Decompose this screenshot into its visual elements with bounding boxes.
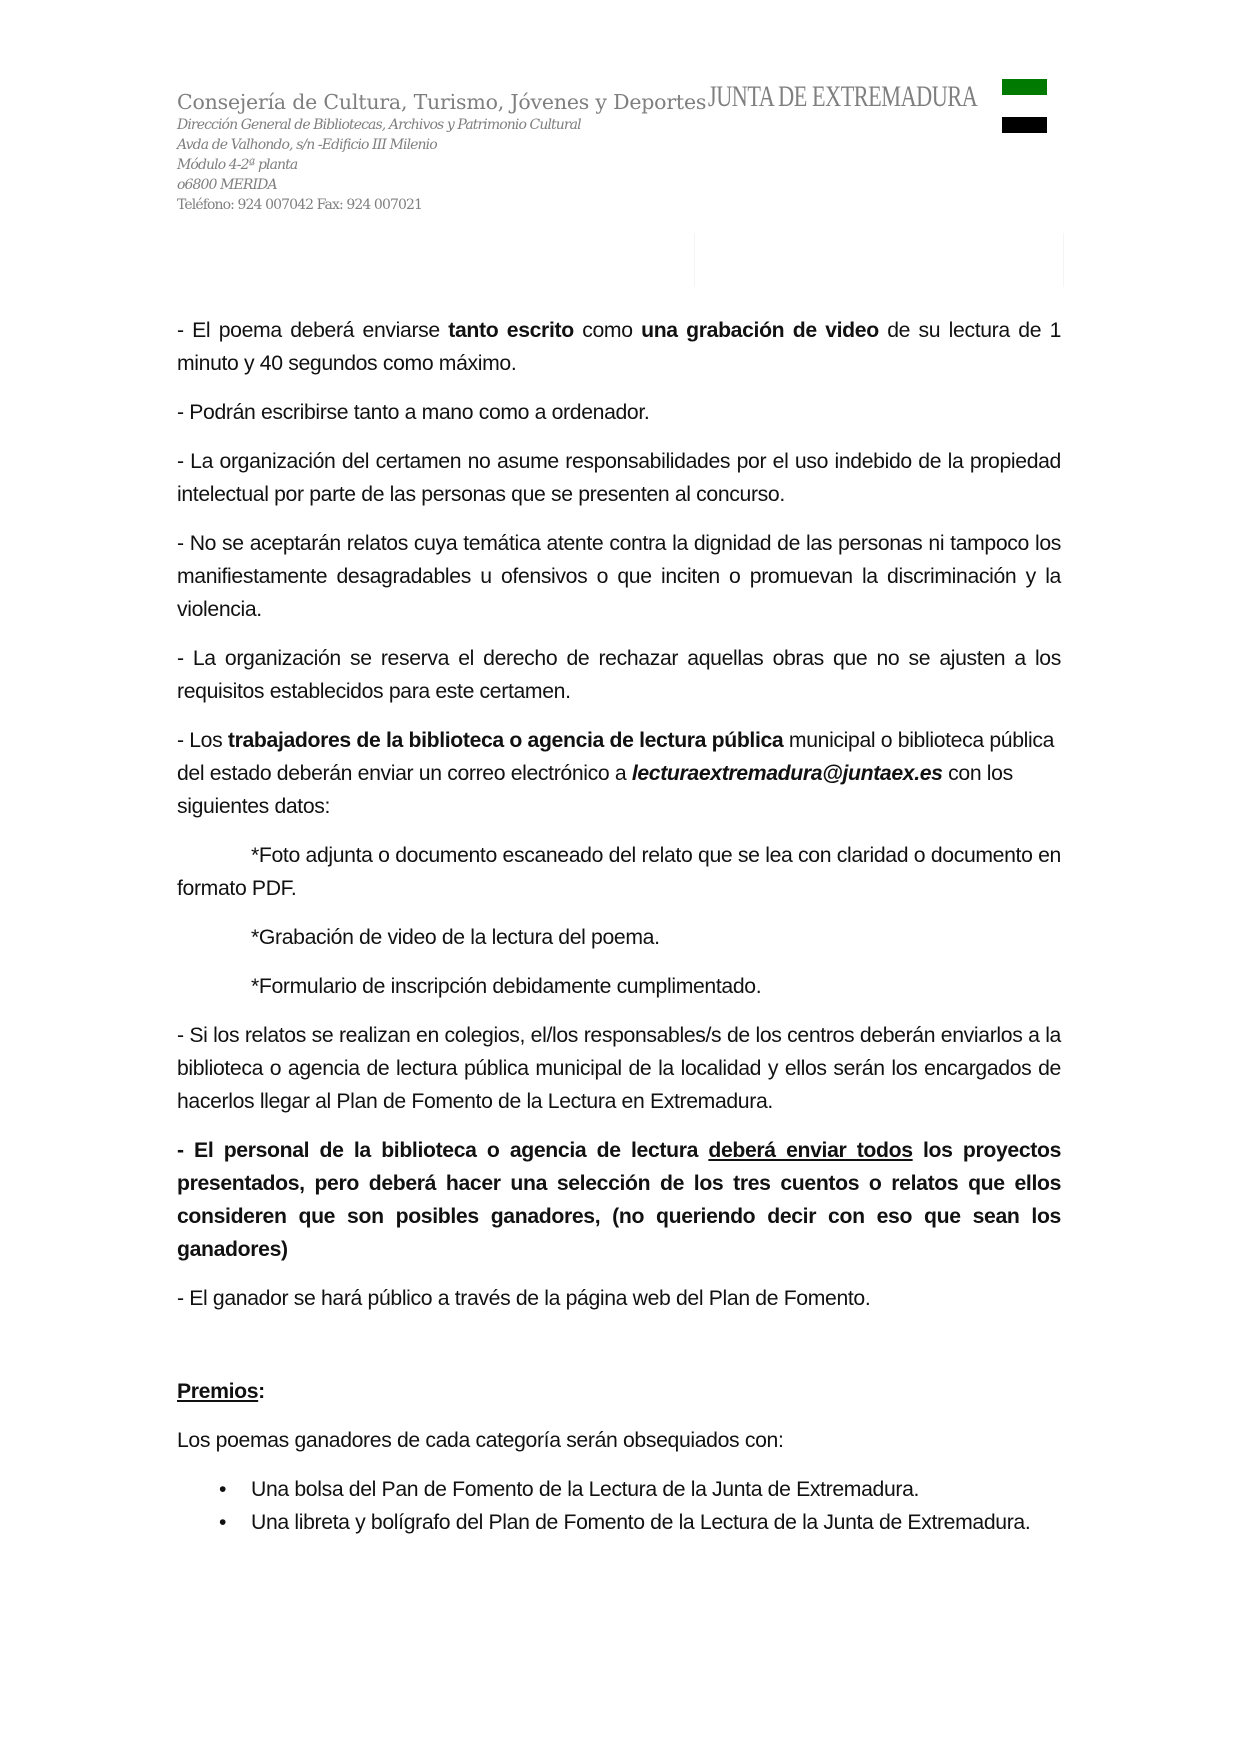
ministry-name: Consejería de Cultura, Turismo, Jóvenes y Deportes [177, 90, 707, 114]
prizes-heading: Premios: [177, 1380, 265, 1403]
emphasis-video: una grabación de video [641, 319, 879, 342]
paragraph-schools: - Si los relatos se realizan en colegios, el/los responsables/s de los centros deberán enviarlos a la biblioteca o agencia de lectura pública municipal de la localidad y ellos serán los encargados de hacerlos llegar al Plan de Fomento de la Lectura en Extremadura. [177, 1024, 1061, 1113]
prize-item: • Una libreta y bolígrafo del Plan de Fomento de la Lectura de la Junta de Extremadura. [177, 1506, 1061, 1539]
address-line-3: o6800 MERIDA [177, 177, 277, 193]
emphasis-library-workers: trabajadores de la biblioteca o agencia de lectura pública [227, 729, 784, 752]
emphasis-written: tanto escrito [448, 319, 574, 342]
paragraph-library-workers: - Los trabajadores de la biblioteca o agencia de lectura pública municipal o biblioteca pública del estado deberán enviar un correo electrónico a lecturaextremadura@juntaex.es con los siguientes datos: [177, 729, 1055, 818]
emphasis-send-all: deberá enviar todos [708, 1139, 913, 1162]
paragraph-rejection-rights: - La organización se reserva el derecho de rechazar aquellas obras que no se ajusten a los requisitos establecidos para este certamen. [177, 647, 1061, 703]
flag-stripe-green [1002, 79, 1047, 95]
directorate-name: Dirección General de Bibliotecas, Archivos y Patrimonio Cultural [177, 117, 581, 133]
bullet-icon: • [219, 1478, 227, 1501]
paragraph-winner-announcement: - El ganador se hará público a través de la página web del Plan de Fomento. [177, 1287, 871, 1310]
bullet-icon: • [219, 1511, 227, 1534]
prize-item: • Una bolsa del Pan de Fomento de la Lectura de la Junta de Extremadura. [177, 1473, 1061, 1506]
paragraph-submission-format: - El poema deberá enviarse tanto escrito como una grabación de video de su lectura de 1 minuto y 40 segundos como máximo. [177, 319, 1062, 375]
paragraph-content-restrictions: - No se aceptarán relatos cuya temática atente contra la dignidad de las personas ni tampoco los manifiestamente desagradables u ofensivos o que inciten o promuevan la discriminación y la violencia. [177, 532, 1061, 621]
paragraph-intellectual-property: - La organización del certamen no asume responsabilidades por el uso indebido de la propiedad intelectual por parte de las personas que se presenten al concurso. [177, 450, 1061, 506]
address-line-2: Módulo 4-2ª planta [177, 157, 298, 173]
paragraph-handwritten: - Podrán escribirse tanto a mano como a ordenador. [177, 401, 650, 424]
email-link[interactable]: lecturaextremadura@juntaex.es [631, 762, 943, 785]
institution-name: JUNTA DE EXTREMADURA [708, 80, 978, 113]
document-body [177, 314, 1061, 1539]
flag-stripe-white [1002, 95, 1047, 117]
header-placeholder-box [694, 233, 1064, 287]
flag-stripe-black [1002, 117, 1047, 133]
letterhead [177, 89, 706, 215]
address-line-1: Avda de Valhondo, s/n -Edificio III Milenio [177, 137, 437, 153]
requirement-photo: *Foto adjunta o documento escaneado del relato que se lea con claridad o documento en formato PDF. [177, 844, 1061, 900]
requirement-form: *Formulario de inscripción debidamente cumplimentado. [251, 975, 762, 998]
prizes-list [177, 1473, 1061, 1539]
prizes-intro: Los poemas ganadores de cada categoría serán obsequiados con: [177, 1429, 784, 1452]
phone-fax: Teléfono: 924 007042 Fax: 924 007021 [177, 197, 422, 213]
paragraph-selection: - El personal de la biblioteca o agencia de lectura deberá enviar todos los proyectos presentados, pero deberá hacer una selección de los tres cuentos o relatos que ellos consideren que son posibles ganadores, (no queriendo decir con eso que sean los ganadores) [177, 1139, 1061, 1261]
extremadura-flag-icon [1002, 79, 1047, 133]
requirement-video: *Grabación de video de la lectura del poema. [251, 926, 660, 949]
